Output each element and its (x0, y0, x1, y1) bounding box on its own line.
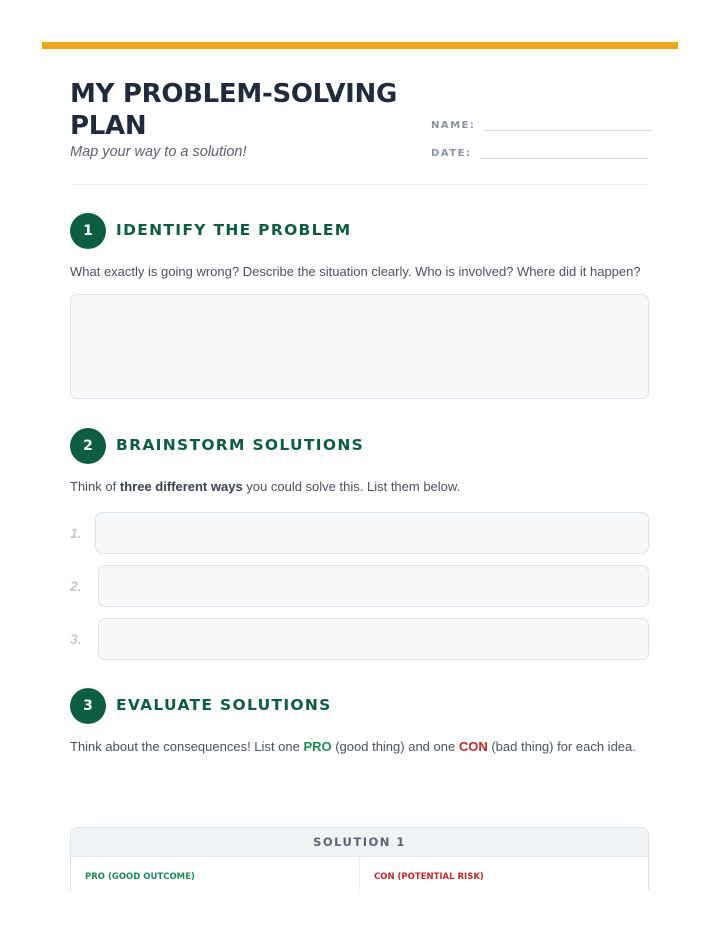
name-field (431, 117, 653, 131)
step-3-desc-part2: (good thing) and one (331, 739, 459, 754)
con-word: CON (458, 739, 488, 754)
problem-answer-box[interactable] (70, 294, 649, 399)
name-label: NAME: (431, 120, 476, 131)
step-2-badge: 2 (70, 428, 106, 464)
page-subtitle: Map your way to a solution! (70, 144, 247, 160)
header-divider (70, 184, 649, 185)
page-bottom-margin (0, 890, 720, 932)
step-3-desc-part1: Think about the consequences! List one (70, 739, 304, 754)
date-field (431, 145, 648, 159)
step-2-desc-bold: three different ways (119, 479, 243, 494)
step-1-title: IDENTIFY THE PROBLEM (116, 221, 352, 239)
solution-1-input[interactable] (95, 512, 649, 554)
solution-number-3: 3. (70, 631, 82, 647)
step-2-title: BRAINSTORM SOLUTIONS (116, 436, 365, 454)
name-input-line[interactable] (483, 117, 653, 131)
solution-2-input[interactable] (98, 565, 649, 607)
step-2-desc-start: Think of (70, 479, 120, 494)
date-label: DATE: (431, 148, 472, 159)
step-2-description (70, 479, 460, 494)
step-3-description (70, 739, 636, 754)
step-3-badge: 3 (70, 688, 106, 724)
solution-1-header: SOLUTION 1 (71, 828, 648, 857)
solution-number-2: 2. (70, 578, 82, 594)
step-1-badge: 1 (70, 213, 106, 249)
step-1-description: What exactly is going wrong? Describe the situation clearly. Who is involved? Where did it happen? (70, 264, 641, 279)
accent-bar (42, 42, 678, 49)
step-3-title: EVALUATE SOLUTIONS (116, 696, 332, 714)
pro-word: PRO (303, 739, 332, 754)
page-title: MY PROBLEM-SOLVING PLAN (70, 79, 398, 141)
pro-label: PRO (GOOD OUTCOME) (85, 872, 195, 882)
solution-3-input[interactable] (98, 618, 649, 660)
step-3-desc-part3: (bad thing) for each idea. (487, 739, 636, 754)
con-label: CON (POTENTIAL RISK) (374, 872, 484, 882)
step-2-desc-end: you could solve this. List them below. (242, 479, 461, 494)
date-input-line[interactable] (479, 145, 648, 159)
solution-number-1: 1. (70, 525, 82, 541)
